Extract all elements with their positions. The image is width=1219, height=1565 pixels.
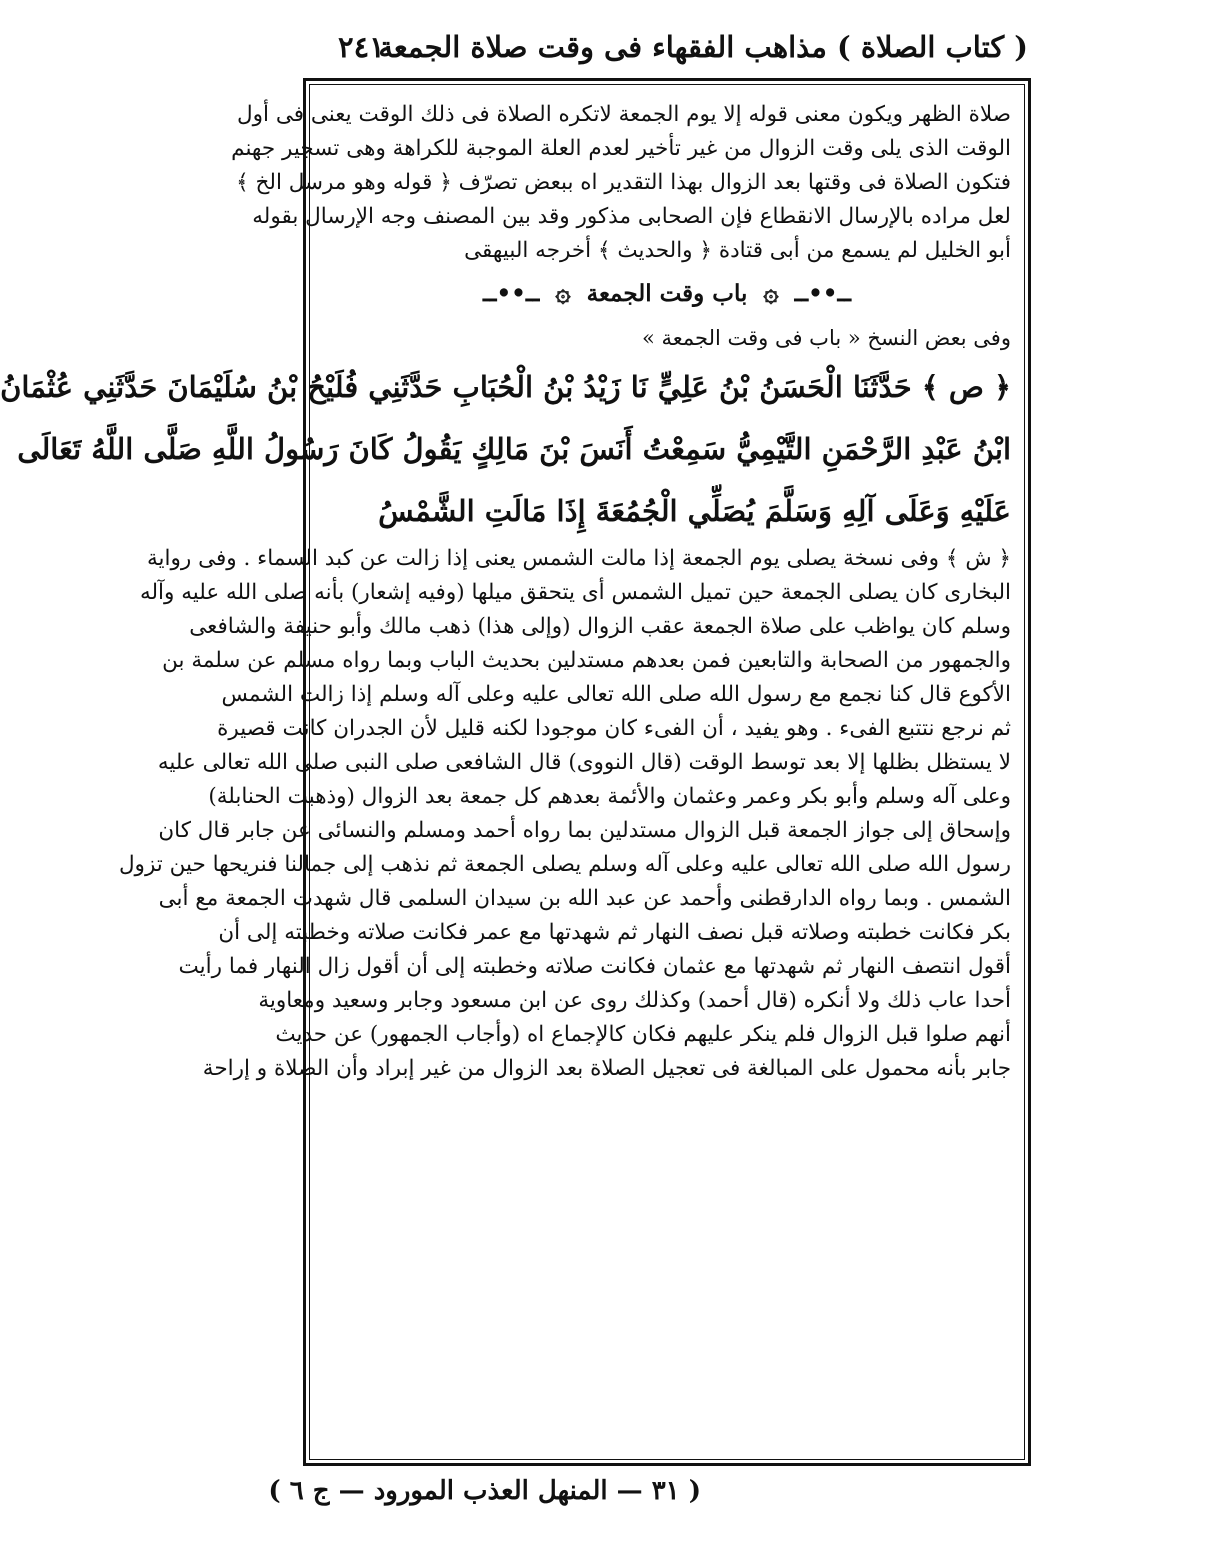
heading-rule-right: ــ••ــ	[794, 280, 851, 307]
text-line: صلاة الظهر ويكون معنى قوله إلا يوم الجمعة لاتكره الصلاة فى ذلك الوقت يعنى فى أول	[237, 102, 1011, 127]
page-body	[0, 98, 1011, 1453]
hadith-line: ابْنُ عَبْدِ الرَّحْمَنِ التَّيْمِيُّ سَمِعْتُ أَنَسَ بْنَ مَالِكٍ يَقُولُ كَانَ رَسُولُ اللَّهِ صَلَّى اللَّهُ تَعَالَى	[17, 432, 1011, 466]
text-line: الوقت الذى يلى وقت الزوال من غير تأخير لعدم العلة الموجبة للكراهة وهى تسجير جهنم	[231, 136, 1011, 161]
text-line: ﴿ ش ﴾ وفى نسخة يصلى يوم الجمعة إذا مالت الشمس يعنى إذا زالت عن كبد السماء . وفى رواية	[147, 546, 1011, 571]
text-line: لا يستظل بظلها إلا بعد توسط الوقت (قال النووى) قال الشافعى صلى النبى صلى الله تعالى عليه	[157, 750, 1011, 775]
ornament-left-icon: ۞	[555, 278, 571, 308]
text-line: أبو الخليل لم يسمع من أبى قتادة ﴿ والحديث ﴾ أخرجه البيهقى	[464, 238, 1011, 263]
intro-paragraph	[231, 98, 1011, 268]
text-line: ثم نرجع نتتبع الفىء . وهو يفيد ، أن الفىء كان موجودا لكنه قليل لأن الجدران كانت قصيرة	[217, 716, 1011, 741]
page-header	[308, 30, 1028, 80]
text-line: أقول انتصف النهار ثم شهدتها مع عثمان فكانت صلاته وخطبته إلى أن أقول زال النهار فما رأيت	[178, 954, 1011, 979]
chapter-heading	[323, 268, 1011, 318]
hadith-line: عَلَيْهِ وَعَلَى آلِهِ وَسَلَّمَ يُصَلِّي الْجُمُعَةَ إِذَا مَالَتِ الشَّمْسُ	[378, 494, 1011, 528]
chapter-note: وفى بعض النسخ « باب فى وقت الجمعة »	[641, 326, 1011, 350]
page-number: ٢٤١	[338, 30, 385, 64]
text-line: وإسحاق إلى جواز الجمعة قبل الزوال مستدلين بما رواه أحمد ومسلم والنسائى عن جابر قال كان	[158, 818, 1011, 843]
text-line: البخارى كان يصلى الجمعة حين تميل الشمس أى يتحقق ميلها (وفيه إشعار) بأنه صلى الله عليه وآله	[139, 580, 1011, 605]
text-line: والجمهور من الصحابة والتابعين فمن بعدهم مستدلين بحديث الباب وبما رواه مسلم عن سلمة بن	[162, 648, 1011, 673]
hadith-line: ﴿ ص ﴾ حَدَّثَنَا الْحَسَنُ بْنُ عَلِيٍّ نَا زَيْدُ بْنُ الْحُبَابِ حَدَّثَنِي فُلَيْحُ بْنُ سُلَيْمَانَ حَدَّثَنِي عُثْمَانُ	[0, 370, 1011, 404]
text-line: أنهم صلوا قبل الزوال فلم ينكر عليهم فكان كالإجماع اه (وأجاب الجمهور) عن حديث	[275, 1022, 1011, 1047]
page-footer-signature: ( ٣١ — المنهل العذب المورود — ج ٦ )	[268, 1476, 701, 1506]
running-title: ( كتاب الصلاة ) مذاهب الفقهاء فى وقت صلاة الجمعة	[378, 30, 1028, 64]
text-line: رسول الله صلى الله تعالى عليه وعلى آله وسلم يصلى الجمعة ثم نذهب إلى جمالنا فنريحها حين تزول	[118, 852, 1011, 877]
text-line: وسلم كان يواظب على صلاة الجمعة عقب الزوال (وإلى هذا) ذهب مالك وأبو حنيفة والشافعى	[189, 614, 1011, 639]
text-line: بكر فكانت خطبته وصلاته قبل نصف النهار ثم شهدتها مع عمر فكانت صلاته وخطبته إلى أن	[218, 920, 1011, 945]
chapter-title: باب وقت الجمعة	[586, 280, 748, 307]
text-line: جابر بأنه محمول على المبالغة فى تعجيل الصلاة بعد الزوال من غير إبراد وأن الصلاة و إراحة	[202, 1056, 1011, 1081]
text-line: وعلى آله وسلم وأبو بكر وعمر وعثمان والأئمة بعدهم كل جمعة بعد الزوال (وذهبت الحنابلة)	[208, 784, 1011, 809]
text-line: أحدا عاب ذلك ولا أنكره (قال أحمد) وكذلك روى عن ابن مسعود وجابر وسعيد ومعاوية	[258, 988, 1011, 1013]
hadith-text	[0, 356, 1011, 542]
text-line: الأكوع قال كنا نجمع مع رسول الله صلى الله تعالى عليه وعلى آله وسلم إذا زالت الشمس	[221, 682, 1011, 707]
text-line: الشمس . وبما رواه الدارقطنى وأحمد عن عبد الله بن سيدان السلمى قال شهدت الجمعة مع أبى	[158, 886, 1011, 911]
heading-rule-left: ــ••ــ	[483, 280, 540, 307]
text-line: فتكون الصلاة فى وقتها بعد الزوال بهذا التقدير اه ببعض تصرّف ﴿ قوله وهو مرسل الخ ﴾	[236, 170, 1011, 195]
commentary-paragraph	[118, 542, 1011, 1086]
text-line: لعل مراده بالإرسال الانقطاع فإن الصحابى مذكور وقد بين المصنف وجه الإرسال بقوله	[252, 204, 1011, 229]
ornament-right-icon: ۞	[763, 278, 779, 308]
